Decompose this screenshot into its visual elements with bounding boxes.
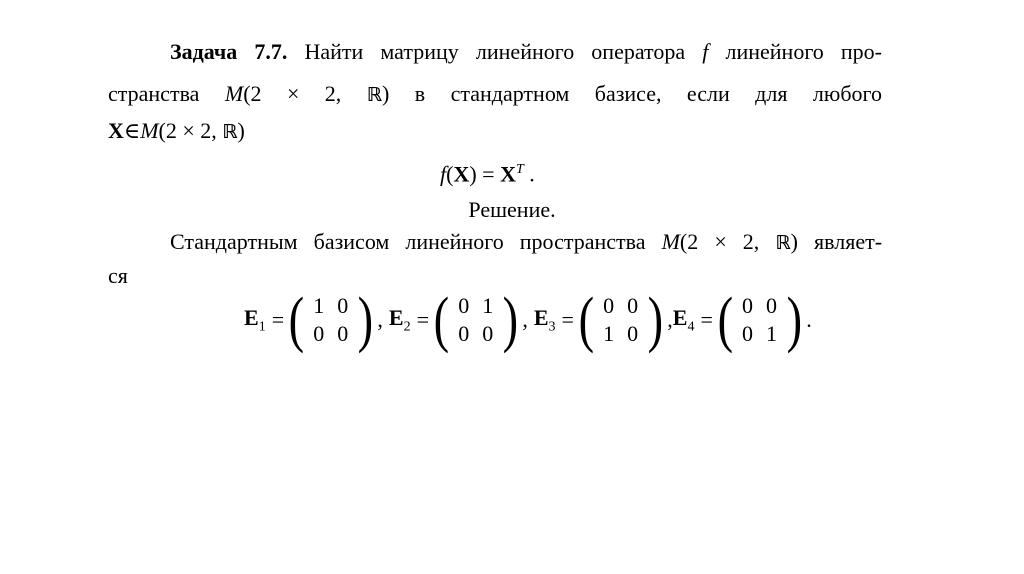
space-args-3: (2 × 2, — [679, 229, 760, 254]
right-paren-icon: ) — [647, 286, 663, 354]
problem-line-3 — [108, 117, 245, 146]
def-X-rhs: X — [500, 161, 516, 187]
space-M: M — [224, 81, 244, 106]
matrix-cell: 1 — [313, 293, 325, 318]
basis-E3-name: $E_3$ — [533, 304, 556, 335]
matrix-cell: 0 — [482, 321, 494, 346]
matrix-cell: 0 — [742, 321, 754, 346]
space-close: ) — [381, 81, 390, 106]
definition-formula — [440, 156, 535, 188]
right-paren-icon: ) — [357, 286, 373, 354]
problem-line-1 — [170, 38, 882, 66]
right-paren-icon: ) — [786, 286, 802, 354]
matrix-cell: 1 — [603, 321, 615, 346]
matrix-cell: 0 — [337, 293, 349, 318]
problem-text-2-start: странства — [108, 81, 200, 106]
space-args: (2 × 2, — [243, 81, 342, 106]
X-symbol: X — [108, 118, 124, 143]
space-expression-1 — [225, 81, 389, 106]
problem-text-1: Найти матрицу линейного оператора — [304, 39, 686, 64]
equals-3: = — [561, 307, 574, 332]
left-paren-icon: ( — [717, 286, 733, 354]
solution-line-1 — [170, 228, 882, 257]
solution-text-1: Стандартным базисом линейного пространства — [170, 229, 646, 254]
def-close: ) — [469, 161, 477, 187]
matrix-E3 — [576, 286, 665, 354]
sep-4: . — [806, 307, 812, 332]
matrix-cell: 0 — [766, 293, 778, 318]
right-paren-icon: ) — [502, 286, 518, 354]
matrix-cell: 0 — [627, 293, 639, 318]
problem-line-2 — [108, 80, 882, 109]
sep-2: , — [522, 307, 528, 332]
space-expression-3 — [662, 229, 798, 254]
left-paren-icon: ( — [288, 286, 305, 354]
operator-symbol: f — [702, 39, 709, 64]
equals-4: = — [700, 307, 713, 332]
matrix-cell: 0 — [458, 293, 470, 318]
reals-symbol: ℝ — [366, 84, 382, 106]
def-equals: = — [482, 161, 495, 187]
space-close-3: ) — [790, 229, 798, 254]
equals-1: = — [271, 307, 285, 332]
left-paren-icon: ( — [433, 286, 450, 354]
matrix-cell: 0 — [627, 321, 639, 346]
element-of: ∈ — [123, 118, 141, 143]
def-X: X — [453, 161, 470, 187]
problem-text-1-tail: линейного про- — [725, 39, 882, 64]
solution-heading: Решение. — [468, 197, 556, 222]
matrix-cell: 0 — [742, 293, 754, 318]
matrix-E2 — [431, 286, 520, 354]
left-paren-icon: ( — [578, 286, 595, 354]
space-M-2: M — [140, 118, 159, 143]
basis-E1-name: $E_1$ — [244, 304, 266, 335]
def-period: . — [529, 161, 535, 187]
matrix-cell: 0 — [313, 321, 325, 346]
basis-matrices — [244, 285, 812, 355]
def-transpose: T — [515, 162, 524, 177]
solution-text-1-tail: являет- — [814, 229, 883, 254]
problem-label: Задача 7.7. — [170, 39, 288, 64]
space-close-2: ) — [237, 118, 245, 143]
def-open: ( — [446, 161, 454, 187]
matrix-cell: 0 — [603, 293, 615, 318]
matrix-cell: 1 — [766, 321, 778, 346]
sep-1: , — [377, 307, 383, 332]
problem-text-2-tail: в стандартном базисе, если для любого — [414, 81, 882, 106]
matrix-cell: 1 — [482, 293, 494, 318]
matrix-cell: 0 — [337, 321, 349, 346]
space-args-2: (2 × 2, — [158, 118, 217, 143]
def-f: f — [440, 161, 447, 187]
matrix-E4 — [715, 286, 804, 354]
equals-2: = — [416, 307, 430, 332]
matrix-E1 — [286, 286, 375, 354]
space-M-3: M — [661, 229, 680, 254]
reals-symbol-2: ℝ — [222, 121, 238, 143]
reals-symbol-3: ℝ — [775, 232, 791, 254]
basis-E4-name: $E_4$ — [672, 304, 695, 335]
sep-3: , — [667, 307, 673, 332]
basis-E2-name: $E_2$ — [388, 304, 411, 335]
matrix-cell: 0 — [458, 321, 470, 346]
solution-line-2: ся — [108, 263, 128, 288]
